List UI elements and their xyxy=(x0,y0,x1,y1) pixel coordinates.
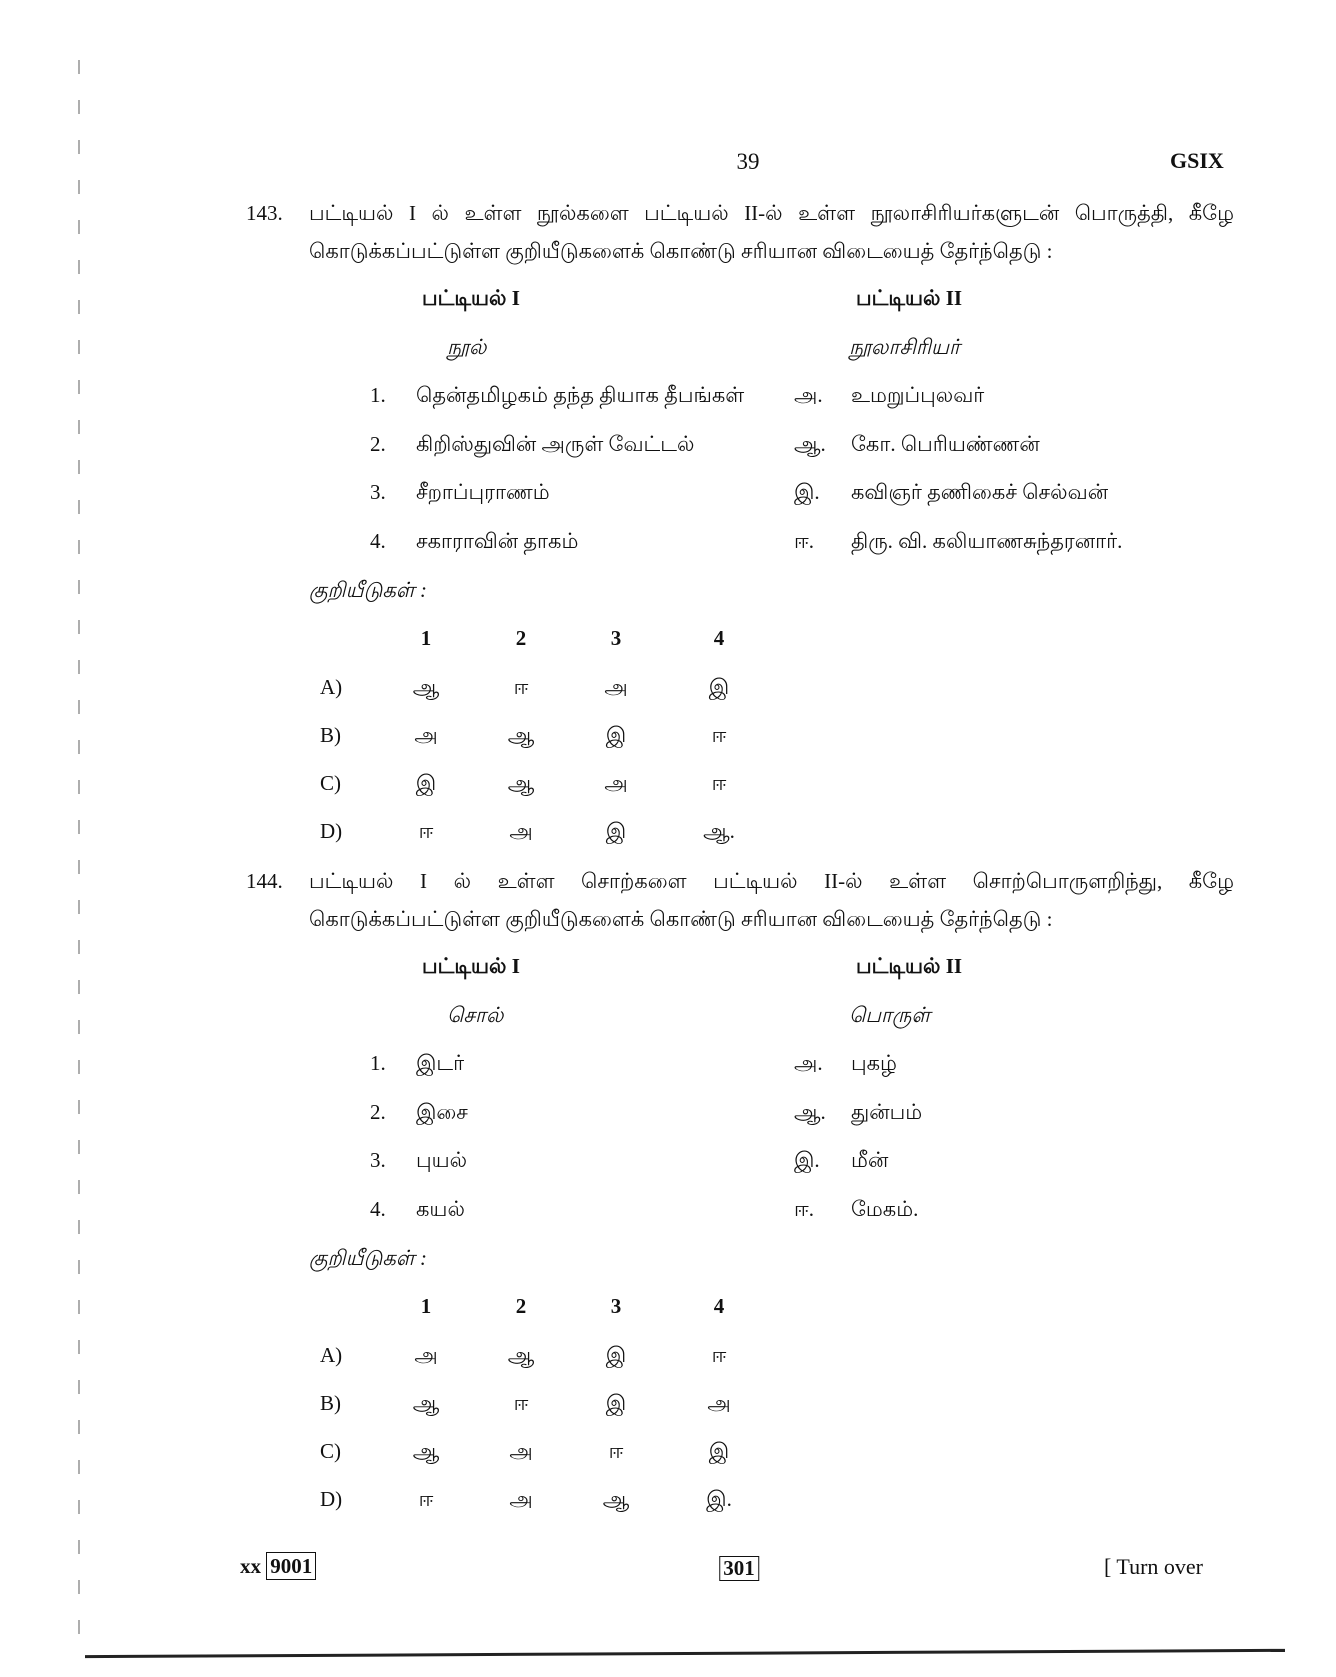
list2-item-letter: ஈ. xyxy=(794,1196,815,1221)
option-code-value: இ xyxy=(708,1439,730,1463)
list1-item-number: 3. xyxy=(370,1148,386,1172)
option-code-value: ஈ xyxy=(711,723,727,747)
question-number: 143. xyxy=(246,201,283,225)
question-number: 144. xyxy=(246,869,283,893)
list2-heading: பட்டியல் II xyxy=(856,954,963,978)
code-column-header: 1 xyxy=(420,1294,432,1318)
option-code-value: அ xyxy=(509,1439,533,1463)
option-code-value: இ xyxy=(605,819,627,843)
option-code-value: அ xyxy=(604,675,628,699)
question-text-line1: பட்டியல் I ல் உள்ள சொற்களை பட்டியல் II-ல் உள்ள சொற்பொருளறிந்து, கீழே xyxy=(309,869,1234,893)
code-column-header: 3 xyxy=(610,1294,622,1318)
option-code-value: இ xyxy=(708,675,730,699)
code-column-header: 1 xyxy=(420,626,432,650)
option-code-value: அ xyxy=(509,1487,533,1511)
option-code-value: இ. xyxy=(706,1487,732,1511)
list2-item-text: புகழ் xyxy=(851,1051,897,1075)
codes-label: குறியீடுகள் : xyxy=(309,1246,427,1270)
list1-item-number: 4. xyxy=(370,528,386,553)
turn-over-text: [ Turn over xyxy=(1104,1554,1204,1579)
list1-heading: பட்டியல் I xyxy=(422,286,520,310)
list2-item-text: கோ. பெரியண்ணன் xyxy=(851,431,1040,456)
list2-subheading: நூலாசிரியர் xyxy=(849,335,960,359)
option-code-value: அ xyxy=(414,723,438,747)
list1-item-text: சீறாப்புராணம் xyxy=(416,480,550,504)
list1-item-text: கிறிஸ்துவின் அருள் வேட்டல் xyxy=(416,431,695,456)
option-label: D) xyxy=(320,1487,343,1511)
list1-item-number: 2. xyxy=(370,431,386,456)
option-code-value: ஆ xyxy=(412,675,440,699)
page-number: 39 xyxy=(736,149,760,174)
option-code-value: ஈ xyxy=(711,771,727,795)
serial-number: 301 xyxy=(719,1556,759,1581)
list1-item-number: 3. xyxy=(370,480,386,504)
option-code-value: அ xyxy=(414,1343,438,1367)
option-code-value: ஈ xyxy=(418,1487,434,1511)
list2-item-letter: ஆ. xyxy=(794,431,826,456)
question-text-line1: பட்டியல் I ல் உள்ள நூல்களை பட்டியல் II-ல் உள்ள நூலாசிரியர்களுடன் பொருத்தி, கீழே xyxy=(309,201,1234,225)
list1-item-text: இசை xyxy=(416,1099,468,1124)
code-column-header: 2 xyxy=(515,626,527,650)
option-label: B) xyxy=(320,1391,341,1415)
option-code-value: ஆ xyxy=(507,723,535,747)
option-code-value: இ xyxy=(605,1343,627,1367)
list2-item-letter: ஆ. xyxy=(794,1099,826,1124)
list1-item-text: கயல் xyxy=(416,1196,465,1221)
option-code-value: அ xyxy=(509,819,533,843)
option-label: D) xyxy=(320,819,343,843)
option-code-value: இ xyxy=(605,1391,627,1415)
list1-item-number: 1. xyxy=(370,383,386,407)
option-code-value: ஆ xyxy=(507,1343,535,1367)
codes-label: குறியீடுகள் : xyxy=(309,578,427,602)
list1-heading: பட்டியல் I xyxy=(422,954,520,978)
bottom-rule xyxy=(85,1649,1285,1658)
list1-item-text: தென்தமிழகம் தந்த தியாக தீபங்கள் xyxy=(416,383,745,407)
option-code-value: இ xyxy=(415,771,437,795)
list2-item-text: துன்பம் xyxy=(851,1099,923,1124)
booklet-number: 9001 xyxy=(266,1552,316,1580)
list1-subheading: சொல் xyxy=(447,1003,504,1027)
option-code-value: ஈ xyxy=(711,1343,727,1367)
code-column-header: 3 xyxy=(610,626,622,650)
scan-margin-marks xyxy=(78,60,80,1660)
list1-item-number: 1. xyxy=(370,1051,386,1075)
option-code-value: ஈ xyxy=(513,1391,529,1415)
list1-item-text: புயல் xyxy=(416,1148,468,1172)
list1-item-number: 4. xyxy=(370,1196,386,1221)
option-code-value: ஆ xyxy=(507,771,535,795)
list2-subheading: பொருள் xyxy=(849,1003,931,1027)
paper-code: GSIX xyxy=(1170,148,1224,173)
option-code-value: அ xyxy=(604,771,628,795)
list2-item-text: கவிஞர் தணிகைச் செல்வன் xyxy=(851,480,1109,504)
list1-item-text: இடர் xyxy=(416,1051,465,1075)
list2-item-text: திரு. வி. கலியாணசுந்தரனார். xyxy=(851,528,1123,553)
code-column-header: 4 xyxy=(713,1294,725,1318)
question-text-line2: கொடுக்கப்பட்டுள்ள குறியீடுகளைக் கொண்டு சரியான விடையைத் தேர்ந்தெடு : xyxy=(309,239,1053,263)
list2-item-letter: இ. xyxy=(794,1148,820,1172)
option-code-value: ஈ xyxy=(608,1439,624,1463)
list1-item-text: சகாராவின் தாகம் xyxy=(416,528,579,553)
option-code-value: ஈ xyxy=(513,675,529,699)
question-text-line2: கொடுக்கப்பட்டுள்ள குறியீடுகளைக் கொண்டு சரியான விடையைத் தேர்ந்தெடு : xyxy=(309,907,1053,931)
option-code-value: இ xyxy=(605,723,627,747)
option-code-value: ஆ. xyxy=(703,819,735,843)
footer-prefix: xx xyxy=(240,1554,261,1578)
list2-item-text: மேகம். xyxy=(851,1196,919,1221)
list2-item-letter: அ. xyxy=(794,383,823,407)
code-column-header: 2 xyxy=(515,1294,527,1318)
option-code-value: ஆ xyxy=(412,1439,440,1463)
option-code-value: ஆ xyxy=(602,1487,630,1511)
option-label: B) xyxy=(320,723,341,747)
option-code-value: அ xyxy=(707,1391,731,1415)
list2-item-letter: ஈ. xyxy=(794,528,815,553)
list1-item-number: 2. xyxy=(370,1099,386,1124)
option-label: C) xyxy=(320,1439,341,1463)
option-code-value: ஈ xyxy=(418,819,434,843)
list2-heading: பட்டியல் II xyxy=(856,286,963,310)
option-label: A) xyxy=(320,1343,343,1367)
list2-item-text: மீன் xyxy=(851,1148,889,1172)
footer-booklet xyxy=(240,1556,316,1577)
list2-item-letter: அ. xyxy=(794,1051,823,1075)
list2-item-letter: இ. xyxy=(794,480,820,504)
option-label: C) xyxy=(320,771,341,795)
option-label: A) xyxy=(320,675,343,699)
list1-subheading: நூல் xyxy=(447,335,487,359)
option-code-value: ஆ xyxy=(412,1391,440,1415)
list2-item-text: உமறுப்புலவர் xyxy=(851,383,985,407)
code-column-header: 4 xyxy=(713,626,725,650)
